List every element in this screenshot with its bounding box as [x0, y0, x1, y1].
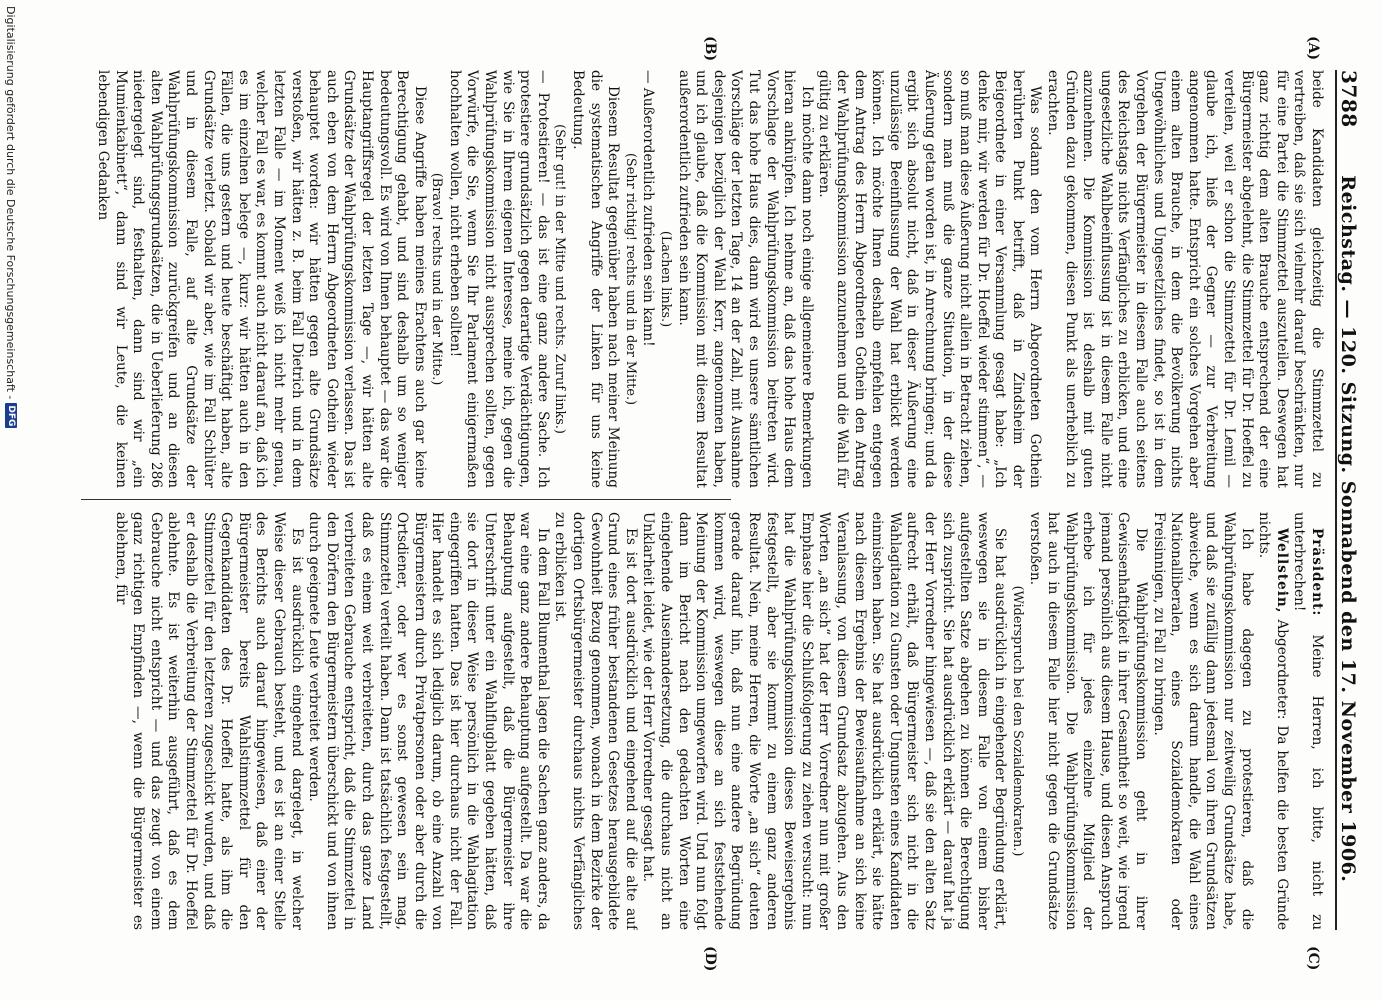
dfg-logo: DFG	[6, 405, 16, 427]
paragraph-text: Ich habe dagegen zu protestieren, daß die Wahlprüfungskommission nur zeitweilig Grundsätze habe, und daß sie zufällig dann jedesmal von ihren Grundsätzen abweiche, wenn es sich darum handle, die Wahl eines Nationalliberalen, eines Sozialdemokraten oder Freisinnigen, zu Fall zu bringen.	[1150, 512, 1255, 930]
margin-mark-a: (A)	[1305, 36, 1321, 61]
paragraph	[551, 512, 639, 930]
paragraph-text: (Sehr richtig! rechts und in der Mitte.)	[622, 152, 638, 406]
paragraph-text: beide Kandidaten gleichzeitig die Stimmzettel zu vertreiben, daß sie sich vielmehr darauf beschränkten, nur für eine Partei die Stimmzettel auszuteilen. Deswegen hat ganz richtig dem alten Brauche entsprechend der eine Bürgermeister abgelehnt, die Stimmzettel für Dr. Hoeffel zu verteilen, weil er schon die Stimmzettel für Dr. Lemil — glaube ich, hieß der Gegner — zur Verbreitung angenommen hatte. Entspricht ein solches Vorgehen aber einem alten Brauche, in dem die Bevölkerung nichts Ungewöhnliches und Ungesetzliches findet, so ist in dem Vorgehen der Bürgermeister in diesem Falle auch seitens des Reichstags nichts Verfängliches zu erblicken, und eine ungesetzliche Wahlbeeinflussung ist in diesem Falle nicht anzunehmen. Die Kommission ist deshalb mit guten Gründen dazu gekommen, diesen Punkt als unerheblich zu erachten.	[1045, 70, 1325, 488]
running-title: Reichstag. — 120. Sitzung. Sonnabend den 17. November 1906.	[1337, 175, 1359, 883]
paragraph	[428, 70, 446, 488]
paragraph-text: In dem Fall Blumenthal lagen die Sachen ganz anders, da war eine ganz andere Behauptung aufgestellt. Da war die Behauptung aufgestellt, daß die Bürgermeister ihre Unterschrift unter ein Wahlflugblatt gegeben hätten, daß sie dort in dieser Weise persönlich in die Wahlagitation eingegriffen hatten. Das ist hier durchaus nicht der Fall. Hier handelt es sich lediglich darum, ob eine Anzahl von Bürgermeistern durch Privatpersonen oder aber durch die Ortsdiener, oder wer es sonst gewesen sein mag, Stimmzettel verteilt haben. Dann ist tatsächlich festgestellt, daß es einem weit verbreiteten, durch das ganze Land verbreiteten Gebrauche entspricht, daß die Stimmzettel in den Dörfern den Bürgermeistern überschickt und von ihnen durch geeignete Leute verbreitet werden.	[306, 512, 551, 930]
text-column-left	[85, 70, 1325, 488]
paragraph-text: Abgeordneter: Da helfen die besten Gründe nichts.	[1256, 512, 1290, 930]
paragraph-text: (Lachen links.)	[658, 230, 674, 328]
paragraph-text: Ich möchte dann noch einige allgemeinere Bemerkungen hieran anknüpfen. Ich nehme an, daß das hohe Haus dem Vorschlage der Wahlprüfungskommission beitreten wird. Tut das hohe Haus dies, dann wird es unsere sämtlichen Vorschläge der letzten Tage, 14 an der Zahl, mit Ausnahme desjenigen bezüglich der Wahl Kerr, angenommen haben, und ich glaube, daß die Kommission mit diesem Resultat außerordentlich zufrieden sein kann.	[675, 70, 815, 488]
credit-text: Digitalisierung gefördert durch die Deutsche Forschungsgemeinschaft -	[4, 6, 18, 400]
paragraph-text: — Protestieren! — das ist eine ganz andere Sache. Ich protestiere grundsätzlich gegen derartige Verdächtigungen, wie Sie in Ihrem eigenen Interesse, meine ich, gegen die Wahlprüfungskommission nicht aussprechen sollten, gegen Vorwürfe, die Sie, wenn Sie Ihr Parlament einigermaßen hochhalten wollen, nicht erheben sollten!	[446, 70, 551, 488]
paragraph	[639, 512, 1008, 930]
digitization-credit	[2, 0, 20, 1000]
speaker-name: Wellstein,	[1273, 528, 1290, 614]
text-column-right	[85, 512, 1325, 930]
paragraph-text: Was sodann den vom Herrn Abgeordneten Gothein berührten Punkt betrifft, daß in Zindsheim der Beigeordnete in einer Versammlung gesagt habe: „Ich denke mir, wir werden für Dr. Hoeffel wieder stimmen“, — so muß man diese Äußerung nicht allein in Betracht ziehen, sondern man muß die ganze Situation, in der diese Äußerung getan worden ist, in Anrechnung bringen; und da ergibt sich absolut nicht, daß in dieser Äußerung eine unzulässige Beeinflussung der Wahl hat erblickt werden können. Ich möchte Ihnen deshalb empfehlen entgegen dem Antrag des Herrn Abgeordneten Gothein den Antrag der Wahlprüfungskommission anzunehmen und die Wahl für gültig zu erklären.	[816, 70, 1044, 488]
paragraph	[621, 70, 639, 488]
paragraph-text: Diese Angriffe haben meines Erachtens auch gar keine Berechtigung gehabt, und sind deshalb um so weniger bedeutungsvoll. Es wird von Ihnen behauptet — das war die Hauptangriffsregel der letzten Tage —, wir hätten alte Grundsätze der Wahlprüfungskommission verlassen. Das ist auch eben von dem Herrn Abgeordneten Gothein wieder behauptet worden: wir hätten gegen alte Grundsätze verstoßen, wir hätten z. B. beim Fall Dietrich und in dem letzten Falle — im Moment weiß ich nicht mehr genau, welcher Fall es war, es kommt auch nicht darauf an, daß ich es im einzelnen belege —, kurz: wir hätten auch in den Fällen, die uns gestern und heute beschäftigt haben, alte Grundsätze verletzt. Sobald wir aber, wie im Fall Schlüter und in diesem Falle, auf alte Grundsätze der Wahlprüfungskommission zurückgreifen und an diesen alten Wahlprüfungsgrundsätzen, die in Ueberlieferung 286 niedergelegt sind, festhalten, dann sind wir „ein Mumienkabinett“, dann sind wir Leute, die keinen lebendigen Gedanken	[95, 70, 428, 488]
paragraph-text: Sie hat ausdrücklich in eingehender Begründung erklärt, weswegen sie in diesem Falle von einem bisher aufgestellten Satze abgehen zu können die Berechtigung sich zuspricht. Sie hat ausdrücklich erklärt — darauf hat ja der Herr Vorredner hingewiesen —, daß sie den alten Satz aufrecht erhält, daß Bürgermeister sich nicht in die Wahlagitation zu Gunsten oder Ungunsten eines Kandidaten einmischen haben. Sie hat ausdrücklich erklärt, sie hätte nach diesem Ergebnis der Beweisaufnahme an sich keine Veranlassung, von diesem Grundsatz abzugehen. Aus den Worten „an sich“ hat der Herr Vorredner nun mit großer Emphase hier die Schlußfolgerung zu ziehen versucht: nun hat die Wahlprüfungskommission dieses Beweisergebnis festgestellt, aber sie kommt zu einem ganz anderen Resultat. Nein, meine Herren, die Worte „an sich“ deuten gerade darauf hin, daß nun eine andere Begründung kommen wird, weswegen diese an sich feststehende Meinung der Kommission umgeworfen wird. Und nun folgt dann im Bericht nach den gedachten Worten eine eingehende Auseinandersetzung, die durchaus nicht an Unklarheit leidet, wie der Herr Vorredner gesagt hat.	[640, 512, 1009, 930]
paragraph-text: — Außerordentlich zufrieden sein kann!	[640, 70, 657, 347]
paragraph	[445, 70, 551, 488]
paragraph	[639, 70, 657, 488]
paragraph-text: Meine Herren, ich bitte, nicht zu unterbrechen!	[1291, 512, 1325, 930]
paragraph	[305, 512, 551, 930]
paragraph	[1044, 70, 1326, 488]
paragraph	[1255, 512, 1290, 930]
paragraph	[674, 70, 815, 488]
margin-mark-c: (C)	[1305, 946, 1321, 971]
page-number: 3788	[1337, 70, 1361, 128]
paragraph	[1026, 512, 1149, 930]
paragraph-text: Es ist dort ausdrücklich und eingehend auf die alte auf Grund eines früher bestandenen Gesetzes herausgebildete Gewohnheit Bezug genommen, wonach in dem Bezirke der dortigen Ortsbürgermeister durchaus nichts Verfängliches zu erblicken ist.	[552, 512, 639, 930]
margin-mark-d: (D)	[702, 946, 718, 972]
paragraph-text: Es ist ausdrücklich eingehend dargelegt, in welcher Weise dieser Gebrauch besteht, und es ist an einer Stelle des Berichts auch darauf hingewiesen, daß einer der Bürgermeister bereits Wahlstimmzettel für den Gegenkandidaten des Dr. Hoeffel hatte, als ihm die Stimmzettel für den letzteren zugeschickt wurden, und daß er deshalb die Verbreitung der Stimmzettel für Dr. Hoeffel ablehnte. Es ist weiterhin ausgeführt, daß es dem Gebrauche nicht entspricht — und das zeugt von einem ganz richtigen Empfinden —, wenn die Bürgermeister es ablehnen, für	[112, 512, 305, 930]
paragraph	[815, 70, 1044, 488]
paragraph	[93, 70, 427, 488]
paragraph	[551, 70, 569, 488]
paragraph-text: (Sehr gut! in der Mitte und rechts. Zuruf links.)	[552, 124, 568, 434]
speaker-name: Präsident:	[1309, 528, 1325, 617]
paragraph-text: Diesem Resultat gegenüber haben nach meiner Meinung die systematischen Angriffe der Linken für uns keine Bedeutung.	[570, 70, 622, 488]
paragraph-text: Die Wahlprüfungskommission geht in ihrer Gewissenhaftigkeit in ihrer Gesamtheit so weit, wie irgend jemand persönlich aus diesem Hause, und diesen Anspruch erhebe ich für jedes einzelne Mitglied der Wahlprüfungskommission. Die Wahlprüfungskommission hat auch in diesem Falle hier nicht gegen die Grundsätze verstoßen.	[1027, 512, 1150, 930]
margin-mark-b: (B)	[702, 36, 718, 62]
paragraph	[568, 70, 621, 488]
paragraph	[656, 70, 674, 488]
paragraph	[1008, 512, 1026, 930]
column-divider	[81, 499, 731, 500]
paragraph-text: (Widerspruch bei den Sozialdemokraten.)	[1009, 585, 1025, 857]
paragraph	[1149, 512, 1255, 930]
paragraph	[1290, 512, 1325, 930]
paragraph-text: (Bravo! rechts und in der Mitte.)	[429, 172, 445, 386]
page-header	[1335, 70, 1365, 930]
paragraph	[111, 512, 305, 930]
